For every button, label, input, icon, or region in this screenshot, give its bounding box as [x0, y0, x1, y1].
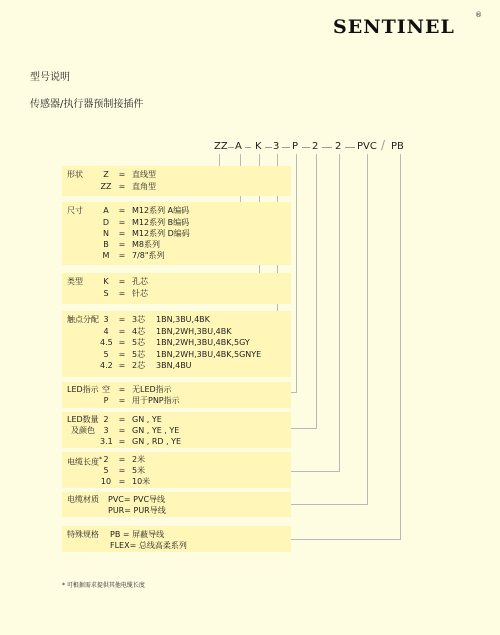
section-label: 特殊规格: [67, 530, 99, 539]
page-title: 型号说明: [30, 72, 70, 83]
footnote: * 可根据需求提供其他电缆长度: [62, 582, 145, 589]
section-type: [62, 273, 291, 304]
list-item: PVC= PVC导线: [108, 495, 166, 504]
connector-line: [316, 154, 317, 428]
code-separator: [228, 147, 234, 148]
list-item: FLEX= 总线高柔系列: [110, 541, 187, 550]
list-item: P = 用于PNP指示: [103, 396, 180, 405]
section-size: [62, 202, 291, 265]
list-item: PB = 屏蔽导线: [110, 530, 165, 539]
connector-line: [339, 154, 340, 471]
list-item: 10 = 10米: [100, 477, 151, 486]
code-type: K: [255, 141, 262, 152]
code-contacts: 3: [273, 141, 280, 152]
code-led: P: [292, 141, 299, 152]
code-separator: [245, 147, 251, 148]
list-item: N = M12系列 D编码: [103, 229, 190, 238]
section-led: [62, 382, 291, 408]
list-item: 3 = 3芯 1BN,3BU,4BK: [103, 315, 210, 324]
page-subtitle: 传感器/执行器预制接插件: [30, 99, 144, 110]
section-led-count: [62, 412, 291, 448]
code-separator: [265, 147, 272, 148]
code-slash: /: [381, 138, 386, 152]
connector-line: [296, 154, 297, 392]
list-item: 3 = GN , YE , YE: [103, 426, 180, 435]
section-label: 尺寸: [67, 206, 83, 215]
section-label: LED指示: [67, 385, 99, 394]
list-item: M = 7/8"系列: [102, 251, 165, 260]
section-cable-length: [62, 452, 291, 488]
section-label: 类型: [67, 277, 83, 286]
code-material: PVC: [357, 141, 377, 152]
list-item: 5 = 5米: [103, 466, 146, 475]
section-label: 电缆长度*: [67, 456, 102, 467]
list-item: PUR= PUR导线: [108, 506, 166, 515]
code-separator: [302, 147, 310, 148]
section-label: 触点分配: [67, 315, 99, 324]
section-label: 电缆材质: [67, 495, 99, 504]
list-item: S = 针芯: [103, 289, 148, 298]
code-separator: [322, 147, 332, 148]
list-item: 4.2 = 2芯 3BN,4BU: [100, 361, 192, 370]
list-item: B = M8系列: [103, 240, 160, 249]
list-item: 3.1 = GN , RD , YE: [100, 437, 182, 446]
code-separator: [345, 147, 355, 148]
list-item: 2 = GN , YE: [103, 415, 162, 424]
code-shape: ZZ: [214, 141, 228, 152]
list-item: ZZ = 直角型: [100, 182, 156, 191]
section-cable-material: [62, 492, 291, 517]
code-special: PB: [391, 141, 404, 152]
section-label: LED数量: [67, 415, 99, 424]
list-item: K = 孔芯: [103, 277, 148, 286]
section-label-line2: 及颜色: [71, 426, 95, 435]
list-item: D = M12系列 B编码: [102, 218, 190, 227]
list-item: 空 = 无LED指示: [102, 385, 172, 394]
connector-line: [400, 154, 401, 539]
list-item: A = M12系列 A编码: [103, 206, 190, 215]
code-length: 2: [335, 141, 342, 152]
section-label: 形状: [67, 170, 83, 179]
code-separator: [282, 147, 290, 148]
code-ledcount: 2: [312, 141, 319, 152]
list-item: 4 = 4芯 1BN,2WH,3BU,4BK: [103, 327, 232, 336]
section-contacts: [62, 311, 291, 377]
sentinel-logo: SENTINEL: [333, 16, 455, 38]
list-item: 5 = 5芯 1BN,2WH,3BU,4BK,5GNYE: [103, 350, 262, 359]
section-special: [62, 526, 291, 552]
registered-mark: ®: [475, 11, 482, 19]
list-item: 4.5 = 5芯 1BN,2WH,3BU,4BK,5GY: [100, 338, 250, 347]
footnote-marker: *: [99, 456, 102, 463]
code-size: A: [235, 141, 242, 152]
list-item: 2 = 2米: [103, 455, 146, 464]
section-shape: [62, 166, 291, 196]
list-item: Z = 直线型: [103, 170, 156, 179]
connector-line: [367, 154, 368, 504]
